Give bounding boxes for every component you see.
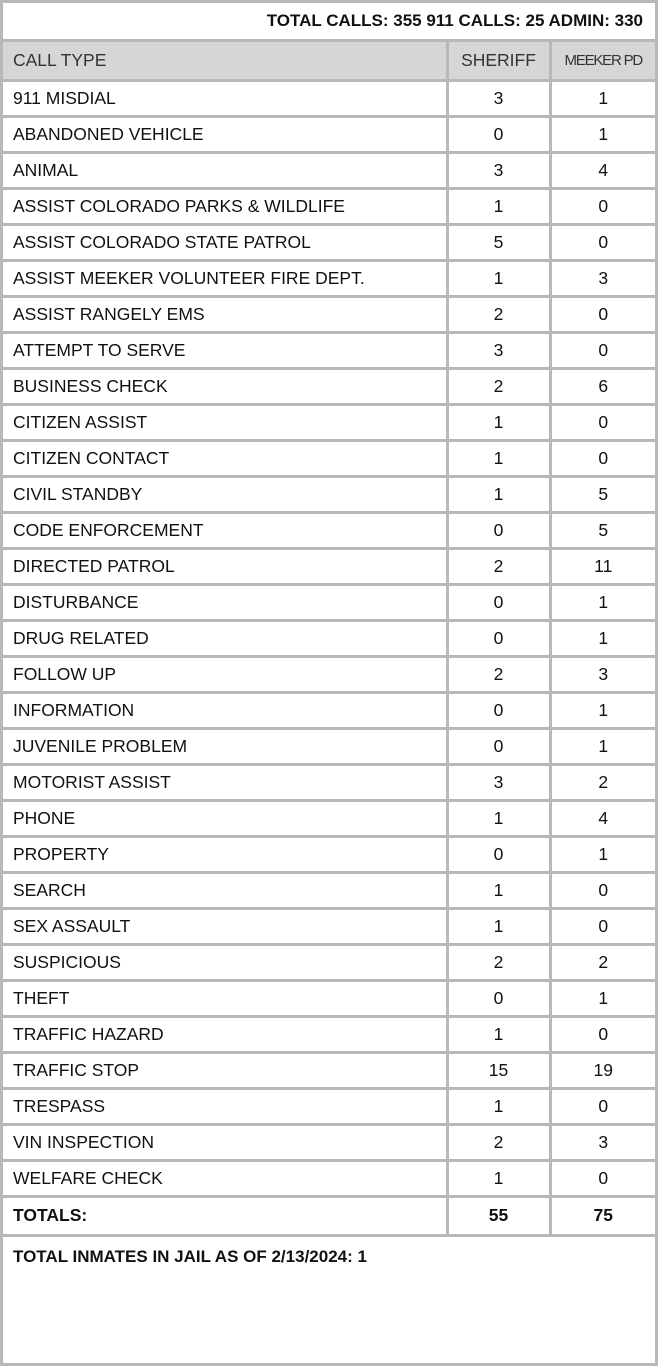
meeker-pd-count-cell: 11 bbox=[550, 548, 655, 584]
header-row bbox=[3, 42, 655, 80]
summary-line: TOTAL CALLS: 355 911 CALLS: 25 ADMIN: 330 bbox=[3, 3, 655, 42]
meeker-pd-count-cell: 5 bbox=[550, 476, 655, 512]
call-type-cell: WELFARE CHECK bbox=[3, 1160, 447, 1196]
call-type-cell: MOTORIST ASSIST bbox=[3, 764, 447, 800]
sheriff-count-cell: 2 bbox=[447, 656, 550, 692]
meeker-pd-count-cell: 0 bbox=[550, 908, 655, 944]
table-row bbox=[3, 764, 655, 800]
sheriff-count-cell: 2 bbox=[447, 368, 550, 404]
meeker-pd-count-cell: 0 bbox=[550, 872, 655, 908]
table-row bbox=[3, 908, 655, 944]
call-type-cell: DRUG RELATED bbox=[3, 620, 447, 656]
totals-meeker-pd: 75 bbox=[550, 1196, 655, 1235]
table-row bbox=[3, 980, 655, 1016]
sheriff-count-cell: 3 bbox=[447, 332, 550, 368]
call-type-cell: ASSIST MEEKER VOLUNTEER FIRE DEPT. bbox=[3, 260, 447, 296]
meeker-pd-count-cell: 1 bbox=[550, 620, 655, 656]
sheriff-count-cell: 0 bbox=[447, 512, 550, 548]
call-type-cell: CIVIL STANDBY bbox=[3, 476, 447, 512]
table-row bbox=[3, 1016, 655, 1052]
table-row bbox=[3, 944, 655, 980]
table-row bbox=[3, 368, 655, 404]
call-type-cell: TRAFFIC HAZARD bbox=[3, 1016, 447, 1052]
table-row bbox=[3, 80, 655, 116]
table-row bbox=[3, 1088, 655, 1124]
call-type-cell: INFORMATION bbox=[3, 692, 447, 728]
call-type-cell: DISTURBANCE bbox=[3, 584, 447, 620]
table-row bbox=[3, 620, 655, 656]
header-call-type: CALL TYPE bbox=[3, 42, 447, 80]
call-type-cell: ANIMAL bbox=[3, 152, 447, 188]
meeker-pd-count-cell: 0 bbox=[550, 440, 655, 476]
sheriff-count-cell: 3 bbox=[447, 764, 550, 800]
table-row bbox=[3, 1124, 655, 1160]
meeker-pd-count-cell: 4 bbox=[550, 800, 655, 836]
table-row bbox=[3, 296, 655, 332]
meeker-pd-count-cell: 1 bbox=[550, 980, 655, 1016]
header-sheriff: SHERIFF bbox=[447, 42, 550, 80]
call-type-cell: SEX ASSAULT bbox=[3, 908, 447, 944]
call-type-cell: ASSIST COLORADO PARKS & WILDLIFE bbox=[3, 188, 447, 224]
table-row bbox=[3, 440, 655, 476]
meeker-pd-count-cell: 6 bbox=[550, 368, 655, 404]
table-row bbox=[3, 872, 655, 908]
sheriff-count-cell: 3 bbox=[447, 152, 550, 188]
call-type-cell: ABANDONED VEHICLE bbox=[3, 116, 447, 152]
call-type-cell: THEFT bbox=[3, 980, 447, 1016]
table-row bbox=[3, 476, 655, 512]
meeker-pd-count-cell: 3 bbox=[550, 260, 655, 296]
meeker-pd-count-cell: 5 bbox=[550, 512, 655, 548]
table-row bbox=[3, 116, 655, 152]
sheriff-count-cell: 0 bbox=[447, 116, 550, 152]
meeker-pd-count-cell: 0 bbox=[550, 296, 655, 332]
sheriff-count-cell: 1 bbox=[447, 440, 550, 476]
call-type-cell: FOLLOW UP bbox=[3, 656, 447, 692]
meeker-pd-count-cell: 3 bbox=[550, 1124, 655, 1160]
sheriff-count-cell: 0 bbox=[447, 584, 550, 620]
sheriff-count-cell: 2 bbox=[447, 548, 550, 584]
sheriff-count-cell: 1 bbox=[447, 800, 550, 836]
sheriff-count-cell: 5 bbox=[447, 224, 550, 260]
sheriff-count-cell: 0 bbox=[447, 692, 550, 728]
sheriff-count-cell: 2 bbox=[447, 296, 550, 332]
sheriff-count-cell: 1 bbox=[447, 188, 550, 224]
sheriff-count-cell: 1 bbox=[447, 260, 550, 296]
meeker-pd-count-cell: 1 bbox=[550, 836, 655, 872]
sheriff-count-cell: 1 bbox=[447, 476, 550, 512]
table-row bbox=[3, 548, 655, 584]
meeker-pd-count-cell: 0 bbox=[550, 332, 655, 368]
meeker-pd-count-cell: 1 bbox=[550, 80, 655, 116]
sheriff-count-cell: 2 bbox=[447, 944, 550, 980]
table-row bbox=[3, 1052, 655, 1088]
call-type-cell: ASSIST COLORADO STATE PATROL bbox=[3, 224, 447, 260]
totals-row bbox=[3, 1196, 655, 1235]
sheriff-count-cell: 0 bbox=[447, 620, 550, 656]
table-row bbox=[3, 692, 655, 728]
table-row bbox=[3, 1160, 655, 1196]
meeker-pd-count-cell: 4 bbox=[550, 152, 655, 188]
call-type-cell: BUSINESS CHECK bbox=[3, 368, 447, 404]
call-type-cell: SEARCH bbox=[3, 872, 447, 908]
table-row bbox=[3, 260, 655, 296]
sheriff-count-cell: 1 bbox=[447, 908, 550, 944]
call-type-cell: DIRECTED PATROL bbox=[3, 548, 447, 584]
call-type-cell: SUSPICIOUS bbox=[3, 944, 447, 980]
sheriff-count-cell: 1 bbox=[447, 1016, 550, 1052]
meeker-pd-count-cell: 0 bbox=[550, 1016, 655, 1052]
sheriff-count-cell: 0 bbox=[447, 836, 550, 872]
meeker-pd-count-cell: 1 bbox=[550, 728, 655, 764]
sheriff-count-cell: 2 bbox=[447, 1124, 550, 1160]
table-row bbox=[3, 404, 655, 440]
call-type-cell: JUVENILE PROBLEM bbox=[3, 728, 447, 764]
call-type-cell: ATTEMPT TO SERVE bbox=[3, 332, 447, 368]
table-row bbox=[3, 332, 655, 368]
totals-label: TOTALS: bbox=[3, 1196, 447, 1235]
call-type-cell: CITIZEN CONTACT bbox=[3, 440, 447, 476]
table-row bbox=[3, 224, 655, 260]
table-row bbox=[3, 188, 655, 224]
call-type-cell: CODE ENFORCEMENT bbox=[3, 512, 447, 548]
call-type-cell: TRAFFIC STOP bbox=[3, 1052, 447, 1088]
call-type-cell: PHONE bbox=[3, 800, 447, 836]
meeker-pd-count-cell: 0 bbox=[550, 1088, 655, 1124]
meeker-pd-count-cell: 0 bbox=[550, 224, 655, 260]
sheriff-count-cell: 15 bbox=[447, 1052, 550, 1088]
meeker-pd-count-cell: 19 bbox=[550, 1052, 655, 1088]
table-row bbox=[3, 728, 655, 764]
meeker-pd-count-cell: 0 bbox=[550, 404, 655, 440]
meeker-pd-count-cell: 1 bbox=[550, 584, 655, 620]
table-row bbox=[3, 512, 655, 548]
header-meeker-pd: MEEKER PD bbox=[550, 42, 655, 80]
table-row bbox=[3, 584, 655, 620]
call-table bbox=[3, 42, 655, 1237]
call-type-cell: TRESPASS bbox=[3, 1088, 447, 1124]
meeker-pd-count-cell: 3 bbox=[550, 656, 655, 692]
table-row bbox=[3, 800, 655, 836]
call-type-cell: 911 MISDIAL bbox=[3, 80, 447, 116]
sheriff-count-cell: 1 bbox=[447, 872, 550, 908]
call-type-cell: ASSIST RANGELY EMS bbox=[3, 296, 447, 332]
call-type-cell: CITIZEN ASSIST bbox=[3, 404, 447, 440]
sheriff-count-cell: 0 bbox=[447, 728, 550, 764]
meeker-pd-count-cell: 1 bbox=[550, 116, 655, 152]
table-body bbox=[3, 80, 655, 1196]
call-type-cell: PROPERTY bbox=[3, 836, 447, 872]
sheriff-count-cell: 0 bbox=[447, 980, 550, 1016]
sheriff-count-cell: 3 bbox=[447, 80, 550, 116]
meeker-pd-count-cell: 0 bbox=[550, 188, 655, 224]
meeker-pd-count-cell: 2 bbox=[550, 764, 655, 800]
sheriff-count-cell: 1 bbox=[447, 404, 550, 440]
sheriff-count-cell: 1 bbox=[447, 1160, 550, 1196]
table-row bbox=[3, 656, 655, 692]
call-type-cell: VIN INSPECTION bbox=[3, 1124, 447, 1160]
table-row bbox=[3, 152, 655, 188]
sheriff-count-cell: 1 bbox=[447, 1088, 550, 1124]
table-row bbox=[3, 836, 655, 872]
meeker-pd-count-cell: 1 bbox=[550, 692, 655, 728]
inmate-count: TOTAL INMATES IN JAIL AS OF 2/13/2024: 1 bbox=[13, 1246, 367, 1266]
meeker-pd-count-cell: 2 bbox=[550, 944, 655, 980]
totals-sheriff: 55 bbox=[447, 1196, 550, 1235]
meeker-pd-count-cell: 0 bbox=[550, 1160, 655, 1196]
